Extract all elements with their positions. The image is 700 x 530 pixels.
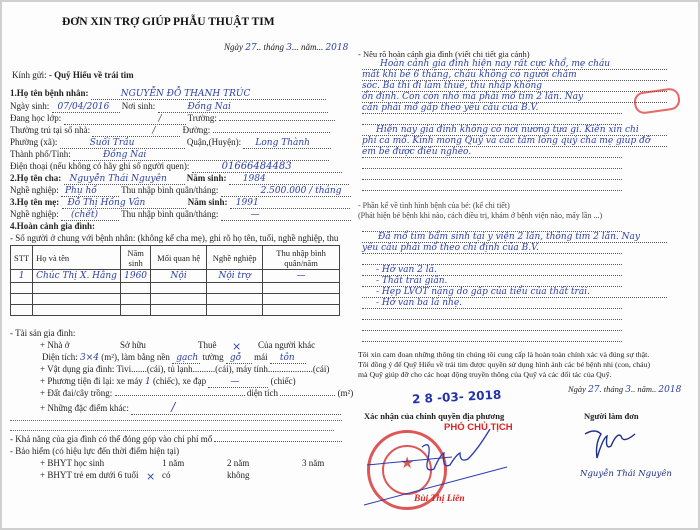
sign-date-month: 3 [625,385,632,395]
mother-birth-year-label: Năm sinh: [187,197,228,207]
header-relationship: Mối quan hệ [151,246,207,270]
wall-label: tường [202,352,224,362]
cell-birth-year [121,283,151,294]
land-label: + Đất đai/cây trồng: [40,388,113,398]
city-label: Thành phố/Tỉnh: [10,149,71,159]
blank-line [10,430,334,431]
header-name: Họ và tên [33,246,121,270]
document-title: ĐƠN XIN TRỢ GIÚP PHẪU THUẬT TIM [62,16,275,28]
land-area-unit: (m²) [337,388,354,398]
land-value [115,395,245,396]
patient-name-label: 1.Họ tên bệnh nhân: [10,88,89,98]
insurance-yes-option: có [162,470,171,480]
commitment-line: mà Quỹ giúp đỡ cho các hoạt động truyền thông của Quỹ và các đối tác của Quỹ. [358,370,612,379]
mother-birth-year: 1991 [230,198,350,209]
roof-material: tôn [270,353,306,364]
house-row [10,125,330,137]
illness-line: - Hở van ba lá nhẹ. [362,298,622,309]
area-row [42,352,306,364]
other-features-row [40,400,341,415]
cell-income: — [263,270,340,283]
cell-stt: 1 [11,270,33,283]
blank-line [362,320,622,331]
table-row [11,294,340,305]
bicycle-label: (chiếc), xe đạp [152,376,207,386]
insurance-label: - Bảo hiểm (có hiệu lực đến thời điểm hiện tại) [10,446,180,456]
land-row [40,388,353,398]
circumstances-line: Hiện nay gia đình không có nơi nương tựa gì. Kiến xin chi [362,125,667,136]
header-birth-year: Năm sinh [121,246,151,270]
birthplace-value: Đồng Nai [158,102,328,113]
circumstances-line: sóc. Ba thì đi làm thuê, thu nhập không [362,81,667,92]
insurance-student-label: + BHYT học sinh [40,458,105,468]
other-features-label: + Những đặc điểm khác: [40,403,129,413]
other-owner-option: Của người khác [258,340,316,350]
father-birth-year-label: Năm sinh: [186,173,227,183]
city-value: Đồng Nai [73,150,329,161]
circumstances-line: mất khi bé 6 tháng, cháu không có người chăm [362,70,667,81]
dob-row [10,101,328,113]
father-income: 2.500.000 / tháng [221,186,351,197]
insurance-3-years: 3 năm [302,458,325,468]
cell-relationship [151,283,207,294]
cell-occupation [207,294,263,305]
blank-line [362,169,622,180]
cohabitants-table [10,245,340,316]
area-label: Diện tích: [42,352,78,362]
father-name: Nguyễn Thái Nguyên [64,174,185,185]
circumstances-line: cần phải mổ gấp theo yêu cầu của B.V. [362,103,622,114]
district-value: Long Thành [243,138,331,149]
school-label: Trường: [187,113,217,123]
illness-line: - Hở van 2 lá. [362,265,622,276]
family-section-label: 4.Hoàn cảnh gia đình: [10,221,96,231]
circumstances-label: - Nêu rõ hoàn cảnh gia đình (viết chi tiết gia cảnh) [358,49,530,59]
cell-relationship: Nội [151,270,207,283]
father-birth-year: 1984 [229,174,349,185]
class-value: / [64,114,186,125]
father-income-label: Thu nhập bình quân/tháng: [121,185,219,195]
other-features-value: / [131,400,341,415]
class-label: Đang học lớp: [10,113,62,123]
commitment-text [358,350,650,380]
cell-name [33,294,121,305]
applicant-signature [577,422,657,462]
sign-date-year-label: năm [637,384,653,394]
cell-birth-year: 1960 [121,270,151,283]
addressee [12,70,134,80]
received-date-stamp: 2 8 -03- 2018 [411,387,502,407]
street-label: Đường: [182,125,211,135]
mother-job: (chết) [61,210,119,221]
illness-line: - Thất trái giãn. [362,276,622,287]
circumstances-line: em bé được điều nghèo. [362,147,622,158]
official-title: PHÓ CHỦ TỊCH [444,422,513,433]
illness-text [362,222,667,342]
father-row [10,173,349,185]
header-occupation: Nghề nghiệp [207,246,263,270]
insurance-2-years: 2 năm [227,458,250,468]
wall-material: gỗ [226,353,252,364]
bicycle-count: — [208,377,268,388]
area-value: 3×4 [80,353,99,363]
date-day-label: Ngày [224,42,243,52]
date-year-label: năm [300,42,317,52]
floor-material: gạch [172,353,200,364]
father-name-label: 2.Họ tên cha: [10,173,62,183]
cell-birth-year [121,294,151,305]
date-day: 27 [245,43,257,53]
ward-label: Phường (xã): [10,137,58,147]
blank-line [10,420,342,421]
district-label: Quận,(Huyện): [186,137,242,147]
table-header-row [11,246,340,270]
official-name: Bùi Thị Liên [414,494,465,504]
house-type-label: + Nhà ở [40,340,70,350]
cell-name: Chúc Thị X. Hằng [33,270,121,283]
insurance-1-year: 1 năm [162,458,185,468]
ward-row [10,137,331,149]
insurance-student-row [40,458,340,468]
own-option: Sở hữu [120,340,146,350]
birthplace-label: Nơi sinh: [121,101,156,111]
insurance-child-row [40,470,340,483]
appliances-row: + Vật dụng gia đình: Tivi.......(cái), tủ lạnh..........(cái), máy tính....................(cái) [40,364,330,374]
circumstances-line: ổn định. Con còn nhỏ mà phải mổ tim 2 lần. Nay [362,92,667,103]
insurance-no-option: không [227,470,250,480]
class-row [10,113,335,125]
phone-row [10,161,342,173]
mother-income-label: Thu nhập bình quân/tháng: [121,209,219,219]
header-income: Thu nhập bình quân/năm [263,246,340,270]
land-area-value [280,395,335,396]
house-label: Thường trú tại số nhà: [10,125,91,135]
blank-line [362,222,622,232]
transport-row [40,376,296,388]
cell-stt [11,305,33,316]
father-job-row [10,185,351,197]
header-stt: STT [11,246,33,270]
rent-option: Thuê [198,340,217,350]
cell-occupation [207,305,263,316]
contribution-label: - Khả năng của gia đình có thể đóng góp vào chi phí mổ [10,434,213,444]
land-area-label: diện tích [246,388,279,398]
addressee-value: - Quỹ Hiểu về trái tim [48,70,134,80]
cell-occupation [207,283,263,294]
date-line: Ngày 27.. tháng 3... năm... 2018 [224,42,349,53]
area-unit: (m²), làm bằng nền [101,352,170,362]
bicycle-unit: (chiếc) [270,376,296,386]
blank-line [362,309,622,320]
dob-value: 07/04/2016 [52,102,120,113]
motorbike-count: 1 [144,377,151,387]
dob-label: Ngày sinh: [10,101,50,111]
contribution-row [10,434,342,444]
house-ownership-row [40,340,340,353]
commitment-line: Tôi đồng ý để Quỹ Hiểu về trái tim được quyền sử dụng hình ảnh các bé bệnh nhi (con, cháu) [358,360,651,369]
illness-sub-label: (Phát hiện bé bệnh khi nào, cách điều trị, khám ở bệnh viện nào, mấy lần ...) [358,211,603,220]
circumstances-line: Hoàn cảnh gia đình hiện nay rất cực khổ, mẹ cháu [362,59,667,70]
table-row [11,305,340,316]
ward-value: Suối Trầu [60,138,185,149]
sign-date-line: Ngày 27. tháng 3.. năm.. 2018 [568,384,682,395]
cell-occupation: Nội trợ [207,270,263,283]
illness-line: Đã mổ tim bẩm sinh tại y viện 2 lần, thông tim 2 lần. Nay [362,232,667,243]
table-row [11,283,340,294]
cohabitants-note: - Số người ở chung với bệnh nhân: (không kể cha mẹ), ghi rõ họ tên, tuổi, nghề nghiệp, thu [10,233,339,243]
cell-name [33,305,121,316]
date-year: 2018 [325,43,349,53]
assets-label: - Tài sản gia đình: [10,328,76,338]
patient-name: NGUYỄN ĐỖ THANH TRÚC [91,89,326,100]
sign-date-day-label: Ngày [568,384,586,394]
mother-name: Đỗ Thị Hồng Vân [62,198,186,209]
phone-label: Điện thoại (nếu không có hãy ghi số người quen): [10,161,190,171]
school-value [219,120,335,121]
local-gov-label: Xác nhận của chính quyền địa phương [364,411,505,421]
sign-date-year: 2018 [658,385,682,395]
house-value: / [92,126,180,137]
insurance-child-label: + BHYT trẻ em dưới 6 tuổi [40,470,139,480]
illness-line: - Hẹp LVOT nặng do gấp của tiểu của thất trái. [362,287,667,298]
patient-name-row [10,88,340,100]
street-value [213,132,330,133]
insurance-yes-check-mark: × [146,470,156,483]
illness-label: - Phần kể về tình hình bệnh của bé: (kể chi tiết) [358,201,510,210]
blank-line [362,331,622,342]
cell-income [263,294,340,305]
applicant-label: Người làm đơn [584,411,639,421]
motorbike-label: + Phương tiện đi lại: xe máy [40,376,143,386]
date-month: 3 [286,43,292,53]
roof-label: mái [254,352,268,362]
blank-line [362,180,622,191]
cell-birth-year [121,305,151,316]
illness-line: yêu cầu phải mổ theo chỉ định của B.V. [362,243,622,254]
circumstances-line [362,114,622,125]
table-row [11,270,340,283]
father-job: Phụ hồ [61,186,119,197]
cell-name [33,283,121,294]
city-row [10,149,329,161]
star-icon: ★ [400,455,415,472]
rent-check-mark: × [232,340,242,353]
cell-relationship [151,305,207,316]
mother-row [10,197,350,209]
mother-job-row [10,209,351,221]
cell-relationship [151,294,207,305]
circumstances-text [362,59,667,191]
cell-stt [11,294,33,305]
mother-name-label: 3.Họ tên mẹ: [10,197,60,207]
father-job-label: Nghề nghiệp: [10,185,59,195]
mother-income: — [221,210,351,221]
phone-value: 01666484483 [192,161,342,173]
contribution-value [214,441,342,442]
cell-stt [11,283,33,294]
cell-income [263,305,340,316]
date-month-label: tháng [263,42,284,52]
commitment-line: Tôi xin cam đoan những thông tin chúng tôi cung cấp là hoàn toàn chính xác và đúng sự thật. [358,350,650,359]
sign-date-month-label: tháng [603,384,624,394]
addressee-label: Kính gửi: [12,70,47,80]
sign-date-day: 27 [588,385,600,395]
blank-line [362,254,622,265]
applicant-name: Nguyễn Thái Nguyên [580,469,672,479]
circumstances-line: phí ca mổ. Kính mong Quỹ và các tấm lòng quý cha mẹ giúp đỡ [362,136,667,147]
mother-job-label: Nghề nghiệp: [10,209,59,219]
blank-line [362,158,622,169]
cell-income [263,283,340,294]
